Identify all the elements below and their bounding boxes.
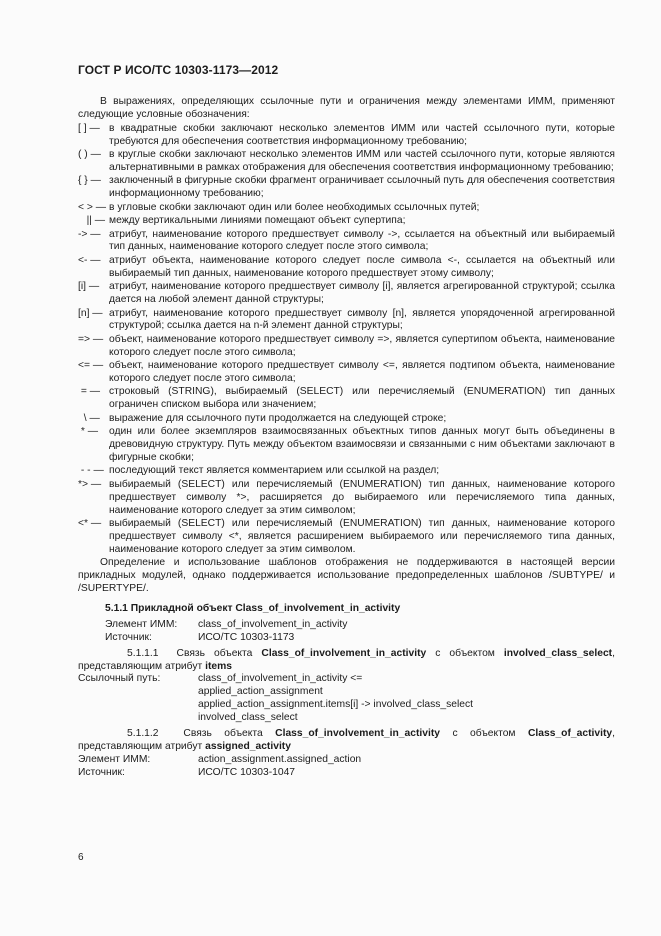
source-label: Источник: — [105, 631, 152, 643]
source-label: Источник: — [78, 766, 125, 778]
reference-path-line: involved_class_select — [198, 712, 298, 724]
notation-item — [78, 465, 615, 478]
object-name: Class_of_involvement_in_activity — [261, 647, 427, 659]
reference-path-label: Ссылочный путь: — [78, 673, 161, 685]
subsection-text: Связь объекта — [183, 728, 263, 740]
notation-description: в круглые скобки заключают несколько элементов ИММ или частей ссылочного пути, которые являются альтернативными в рамках отображения для обеспечения соответствия информационному требованию; — [109, 149, 615, 174]
notation-description: объект, наименование которого предшествует символу =>, является супертипом объекта, наименование которого следует после этого символа; — [109, 333, 615, 358]
notation-symbol: < > — — [78, 201, 107, 213]
subsection-5-1-1-2 — [78, 728, 615, 780]
attribute-name: items — [205, 660, 233, 672]
section-title: 5.1.1 Прикладной объект Class_of_involvement_in_activity — [105, 602, 401, 614]
document-body — [78, 96, 615, 780]
notation-description: атрибут, наименование которого предшествует символу [i], является агрегированной структурой; ссылка дается на любой элемент данной структуры; — [109, 281, 615, 306]
notation-symbol: \ — — [78, 412, 100, 424]
notation-item — [78, 149, 615, 175]
notation-item — [78, 426, 615, 465]
element-row — [78, 619, 615, 632]
reference-path-line: applied_action_assignment.items[i] -> involved_class_select — [198, 699, 474, 711]
source-row — [78, 767, 615, 780]
notation-description: объект, наименование которого предшествует символу <=, является подтипом объекта, наименование которого следует после этого символа; — [109, 360, 615, 385]
reference-path-row — [78, 673, 615, 686]
reference-path-line: class_of_involvement_in_activity <= — [198, 673, 363, 685]
subsection-text: с объектом — [435, 647, 495, 659]
closing-paragraph: Определение и использование шаблонов отображения не поддерживаются в настоящей версии прикладных модулей, однако поддерживается использование предопределенных шаблонов /SUBTYPE/ и /SUPERTYPE/. — [78, 557, 615, 595]
notation-symbol: ( ) — — [78, 149, 101, 161]
object-name: involved_class_select — [503, 647, 613, 659]
notation-symbol: [ ] — — [78, 122, 100, 134]
notation-description: один или более экземпляров взаимосвязанных объектных типов данных могут быть объединены в древовидную структуру. Путь между объектом взаимосвязи и связанными с ним объектами заключают в фигурные скобки; — [109, 426, 615, 463]
notation-symbol: -> — — [78, 228, 101, 240]
notation-symbol: [i] — — [78, 281, 100, 293]
notation-description: между вертикальными линиями помещают объект супертипа; — [109, 215, 406, 227]
notation-item — [78, 479, 615, 518]
subsection-5-1-1-1 — [78, 648, 615, 725]
notation-item — [78, 215, 615, 228]
notation-item — [78, 123, 615, 149]
notation-item — [78, 255, 615, 281]
element-value: class_of_involvement_in_activity — [198, 618, 348, 630]
intro-paragraph: В выражениях, определяющих ссылочные пути и ограничения между элементами ИММ, применяют следующие условные обозначения: — [78, 96, 615, 120]
notation-symbol: [n] — — [78, 307, 103, 319]
notation-description: выбираемый (SELECT) или перечисляемый (ENUMERATION) тип данных, наименование которого предшествует символу <*, является расширением выбираемого или перечисляемого типа данных, наименование которого следует за этим символом. — [109, 518, 615, 555]
reference-path-line: applied_action_assignment — [198, 686, 323, 698]
element-label: Элемент ИММ: — [105, 618, 178, 630]
notation-description: атрибут, наименование которого предшествует символу ->, ссылается на объектный или выбираемый тип данных, наименование которого следует после этого символа; — [109, 228, 615, 253]
notation-item — [78, 175, 615, 201]
notation-symbol: { } — — [78, 175, 101, 187]
notation-symbol: * — — [78, 426, 99, 438]
notation-symbol: => — — [78, 333, 104, 345]
object-name: Class_of_involvement_in_activity — [275, 728, 440, 740]
notation-symbol: || — — [78, 215, 106, 227]
source-value: ИСО/ТС 10303-1047 — [198, 766, 296, 778]
notation-item — [78, 413, 615, 426]
subsection-number: 5.1.1.1 — [127, 647, 159, 659]
source-row — [78, 632, 615, 645]
element-row — [78, 754, 615, 767]
subsection-text: Связь объекта — [176, 647, 253, 659]
notation-item — [78, 281, 615, 307]
source-value: ИСО/ТС 10303-1173 — [198, 631, 295, 643]
notation-description: последующий текст является комментарием или ссылкой на раздел; — [109, 465, 440, 477]
notation-list — [78, 123, 615, 557]
section-5-1-1 — [78, 603, 615, 780]
notation-description: в квадратные скобки заключают несколько элементов ИММ или частей ссылочного пути, которые требуются для обеспечения соответствия информационному требованию; — [109, 122, 615, 147]
notation-symbol: <- — — [78, 254, 101, 266]
page-number: 6 — [78, 852, 84, 863]
subsection-number: 5.1.1.2 — [127, 728, 159, 740]
element-value: action_assignment.assigned_action — [198, 753, 362, 765]
notation-description: строковый (STRING), выбираемый (SELECT) или перечисляемый (ENUMERATION) тип данных ограничен списком выбора или значением; — [109, 386, 615, 411]
notation-description: выбираемый (SELECT) или перечисляемый (ENUMERATION) тип данных, наименование которого предшествует символу *>, расширяется до выбираемого или перечисляемого типа данных, наименование которого следует за этим символом; — [109, 478, 615, 516]
subsection-text: , представляющим атрибут — [78, 647, 615, 672]
notation-item — [78, 334, 615, 360]
notation-item — [78, 308, 615, 334]
subsection-heading — [78, 728, 615, 754]
notation-item — [78, 229, 615, 255]
notation-symbol: - - — — [78, 465, 104, 477]
object-name: Class_of_activity — [527, 728, 613, 740]
notation-symbol: *> — — [78, 478, 102, 490]
notation-item — [78, 386, 615, 412]
subsection-text: , представляющим атрибут — [78, 728, 615, 752]
page-header: ГОСТ Р ИСО/ТС 10303-1173—2012 — [78, 63, 279, 77]
subsection-heading — [78, 648, 615, 674]
notation-symbol: <= — — [78, 360, 104, 372]
notation-description: выражение для ссылочного пути продолжается на следующей строке; — [109, 412, 447, 424]
notation-item — [78, 360, 615, 386]
element-label: Элемент ИММ: — [78, 753, 151, 765]
notation-description: атрибут объекта, наименование которого следует после символа <-, ссылается на объектный или выбираемый тип данных, наименование которого предшествует этому символу; — [109, 254, 615, 279]
notation-symbol: = — — [78, 386, 101, 398]
notation-description: атрибут, наименование которого предшествует символу [n], является упорядоченной агрегированной структурой; ссылка дается на n-й элемент данной структуры; — [109, 307, 615, 332]
notation-item — [78, 202, 615, 215]
notation-description: в угловые скобки заключают один или более необходимых ссылочных путей; — [109, 201, 480, 213]
notation-item — [78, 518, 615, 557]
attribute-name: assigned_activity — [205, 741, 291, 752]
notation-description: заключенный в фигурные скобки фрагмент ограничивает ссылочный путь для обеспечения соответствия информационному требованию; — [109, 175, 615, 200]
notation-symbol: <* — — [78, 518, 102, 529]
subsection-text: с объектом — [452, 728, 516, 740]
